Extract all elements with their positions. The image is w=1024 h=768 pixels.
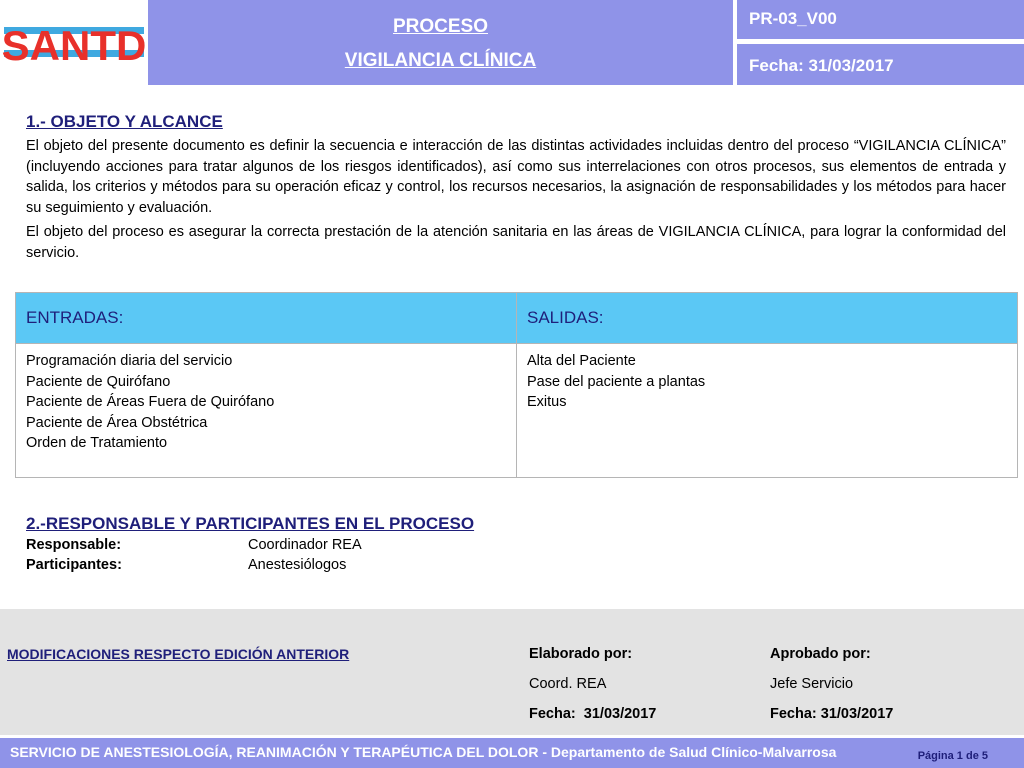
document-code-box: [737, 0, 1024, 39]
participants-label: Participantes:: [26, 557, 122, 573]
prepared-date: Fecha: 31/03/2017: [529, 706, 657, 722]
list-item: Paciente de Área Obstétrica: [26, 414, 208, 431]
section1-paragraph-2: El objeto del proceso es asegurar la correcta prestación de la atención sanitaria en las áreas de VIGILANCIA CLÍNICA, para lograr la conformidad del servicio.: [26, 224, 1006, 261]
list-item: Programación diaria del servicio: [26, 353, 233, 369]
responsible-value: Coordinador REA: [248, 537, 362, 553]
modifications-link[interactable]: MODIFICACIONES RESPECTO EDICIÓN ANTERIOR: [7, 646, 350, 662]
document-title: [148, 0, 733, 85]
table-divider-vertical: [516, 293, 517, 477]
outputs-header: SALIDAS:: [527, 308, 604, 327]
list-item: Alta del Paciente: [527, 353, 636, 369]
list-item: Orden de Tratamiento: [26, 435, 168, 451]
inputs-header-cell: [16, 293, 516, 343]
approved-date: Fecha: 31/03/2017: [770, 706, 894, 722]
document-date: Fecha: 31/03/2017: [749, 56, 894, 75]
approved-label: Aprobado por:: [770, 646, 871, 662]
section1-heading: 1.- OBJETO Y ALCANCE: [26, 112, 223, 131]
inputs-list: [26, 351, 274, 454]
document-date-box: [737, 44, 1024, 85]
list-item: Paciente de Áreas Fuera de Quirófano: [26, 394, 275, 410]
footer-bar: [0, 738, 1024, 768]
document-code: PR-03_V00: [749, 9, 837, 28]
title-line-2: VIGILANCIA CLÍNICA: [344, 50, 537, 71]
outputs-header-cell: [517, 293, 1017, 343]
responsible-label: Responsable:: [26, 537, 122, 553]
section2-heading: 2.-RESPONSABLE Y PARTICIPANTES EN EL PROCESO: [26, 514, 475, 533]
inputs-outputs-table: [15, 292, 1018, 478]
page-number: Página 1 de 5: [917, 750, 988, 762]
title-line-1: PROCESO: [392, 16, 489, 37]
list-item: Paciente de Quirófano: [26, 373, 171, 390]
prepared-label: Elaborado por:: [529, 646, 633, 662]
list-item: Exitus: [527, 394, 567, 410]
participants-value: Anestesiólogos: [248, 557, 347, 573]
section1-paragraph-1: El objeto del presente documento es definir la secuencia e interacción de las distintas actividades incluidas dentro del proceso “VIGILANCIA CLÍNICA” (incluyendo acciones para tratar algunos de los riesgos identificados), así como sus interrelaciones con otros procesos, sus elementos de entrada y salida, los criterios y métodos para su operación eficaz y control, los recursos necesarios, la asignación de responsabilidades y los métodos para hacer su seguimiento y evaluación.: [26, 138, 1006, 216]
service-line: SERVICIO DE ANESTESIOLOGÍA, REANIMACIÓN Y TERAPÉUTICA DEL DOLOR - Departamento de Salud Clínico-Malvarrosa: [10, 744, 837, 760]
approved-value: Jefe Servicio: [770, 676, 854, 692]
logo: [0, 0, 148, 85]
inputs-header: ENTRADAS:: [26, 308, 124, 327]
santd-logo-icon: [0, 0, 148, 85]
list-item: Pase del paciente a plantas: [527, 373, 706, 390]
svg-text:SANTD: SANTD: [1, 22, 147, 69]
outputs-list: [527, 351, 705, 413]
prepared-value: Coord. REA: [529, 676, 607, 692]
